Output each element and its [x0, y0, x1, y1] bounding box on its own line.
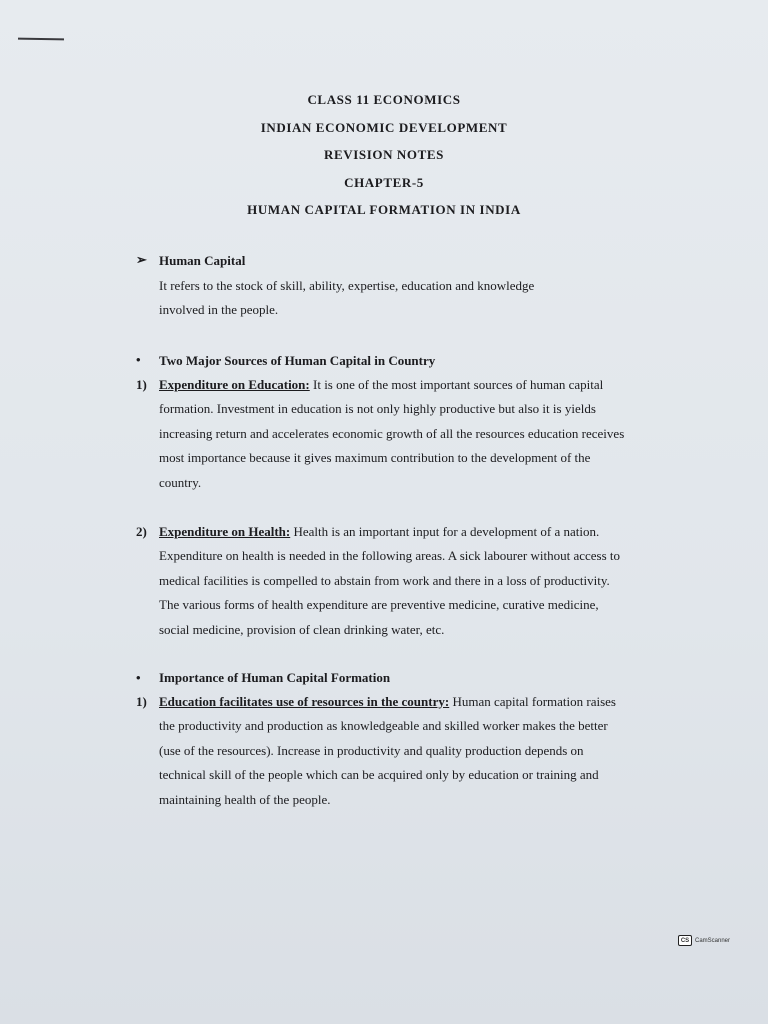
camscanner-watermark	[678, 935, 730, 946]
human-capital-heading: Human Capital	[159, 253, 246, 268]
human-capital-line: involved in the people.	[159, 302, 279, 317]
education-paragraph-line	[159, 377, 603, 393]
health-paragraph-line: social medicine, provision of clean drinking water, etc.	[159, 622, 445, 637]
pen-mark	[18, 38, 64, 41]
header-notes: REVISION NOTES	[323, 147, 445, 162]
bullet-icon: •	[136, 670, 141, 685]
health-paragraph-line: Expenditure on health is needed in the following areas. A sick labourer without access to	[159, 548, 621, 563]
arrow-bullet-icon: ➢	[136, 252, 147, 267]
item-number: 1)	[136, 694, 147, 709]
header-chapter: CHAPTER-5	[344, 174, 424, 190]
education-text: It is one of the most important sources of human capital	[309, 377, 604, 392]
health-paragraph-line: The various forms of health expenditure are preventive medicine, curative medicine,	[159, 597, 599, 612]
education-paragraph-line: formation. Investment in education is not only highly productive but also it is yields	[159, 401, 596, 416]
item-number: 1)	[136, 377, 147, 392]
health-text: Health is an important input for a development of a nation.	[290, 524, 600, 539]
importance-title: Education facilitates use of resources in the country:	[159, 694, 450, 709]
camscanner-label: CamScanner	[695, 937, 731, 944]
document-header	[0, 90, 768, 228]
header-subject: INDIAN ECONOMIC DEVELOPMENT	[260, 119, 508, 135]
education-paragraph-line: most importance because it gives maximum contribution to the development of the	[159, 450, 591, 465]
header-chapter-title: HUMAN CAPITAL FORMATION IN INDIA	[247, 202, 521, 217]
header-class: CLASS 11 ECONOMICS	[307, 92, 461, 107]
importance-heading: Importance of Human Capital Formation	[159, 670, 391, 685]
item-number: 2)	[136, 524, 147, 539]
camscanner-logo-icon: CS	[678, 935, 692, 946]
sources-heading: Two Major Sources of Human Capital in Country	[159, 353, 436, 368]
health-title: Expenditure on Health:	[159, 524, 291, 539]
education-paragraph-line: country.	[159, 475, 202, 490]
education-title: Expenditure on Education:	[159, 377, 310, 392]
importance-paragraph-line: (use of the resources). Increase in productivity and quality production depends on	[159, 743, 584, 758]
importance-paragraph-line: the productivity and production as knowledgeable and skilled worker makes the better	[159, 718, 608, 733]
health-paragraph-line	[159, 524, 599, 540]
importance-text: Human capital formation raises	[449, 694, 616, 709]
importance-paragraph-line	[159, 694, 616, 710]
human-capital-line: It refers to the stock of skill, ability, expertise, education and knowledge	[159, 278, 535, 293]
importance-paragraph-line: maintaining health of the people.	[159, 792, 331, 807]
bullet-icon: •	[136, 352, 141, 367]
health-paragraph-line: medical facilities is compelled to abstain from work and there in a loss of productivity.	[159, 573, 610, 588]
importance-paragraph-line: technical skill of the people which can be acquired only by education or training and	[159, 767, 599, 782]
education-paragraph-line: increasing return and accelerates economic growth of all the resources education receives	[159, 426, 625, 441]
